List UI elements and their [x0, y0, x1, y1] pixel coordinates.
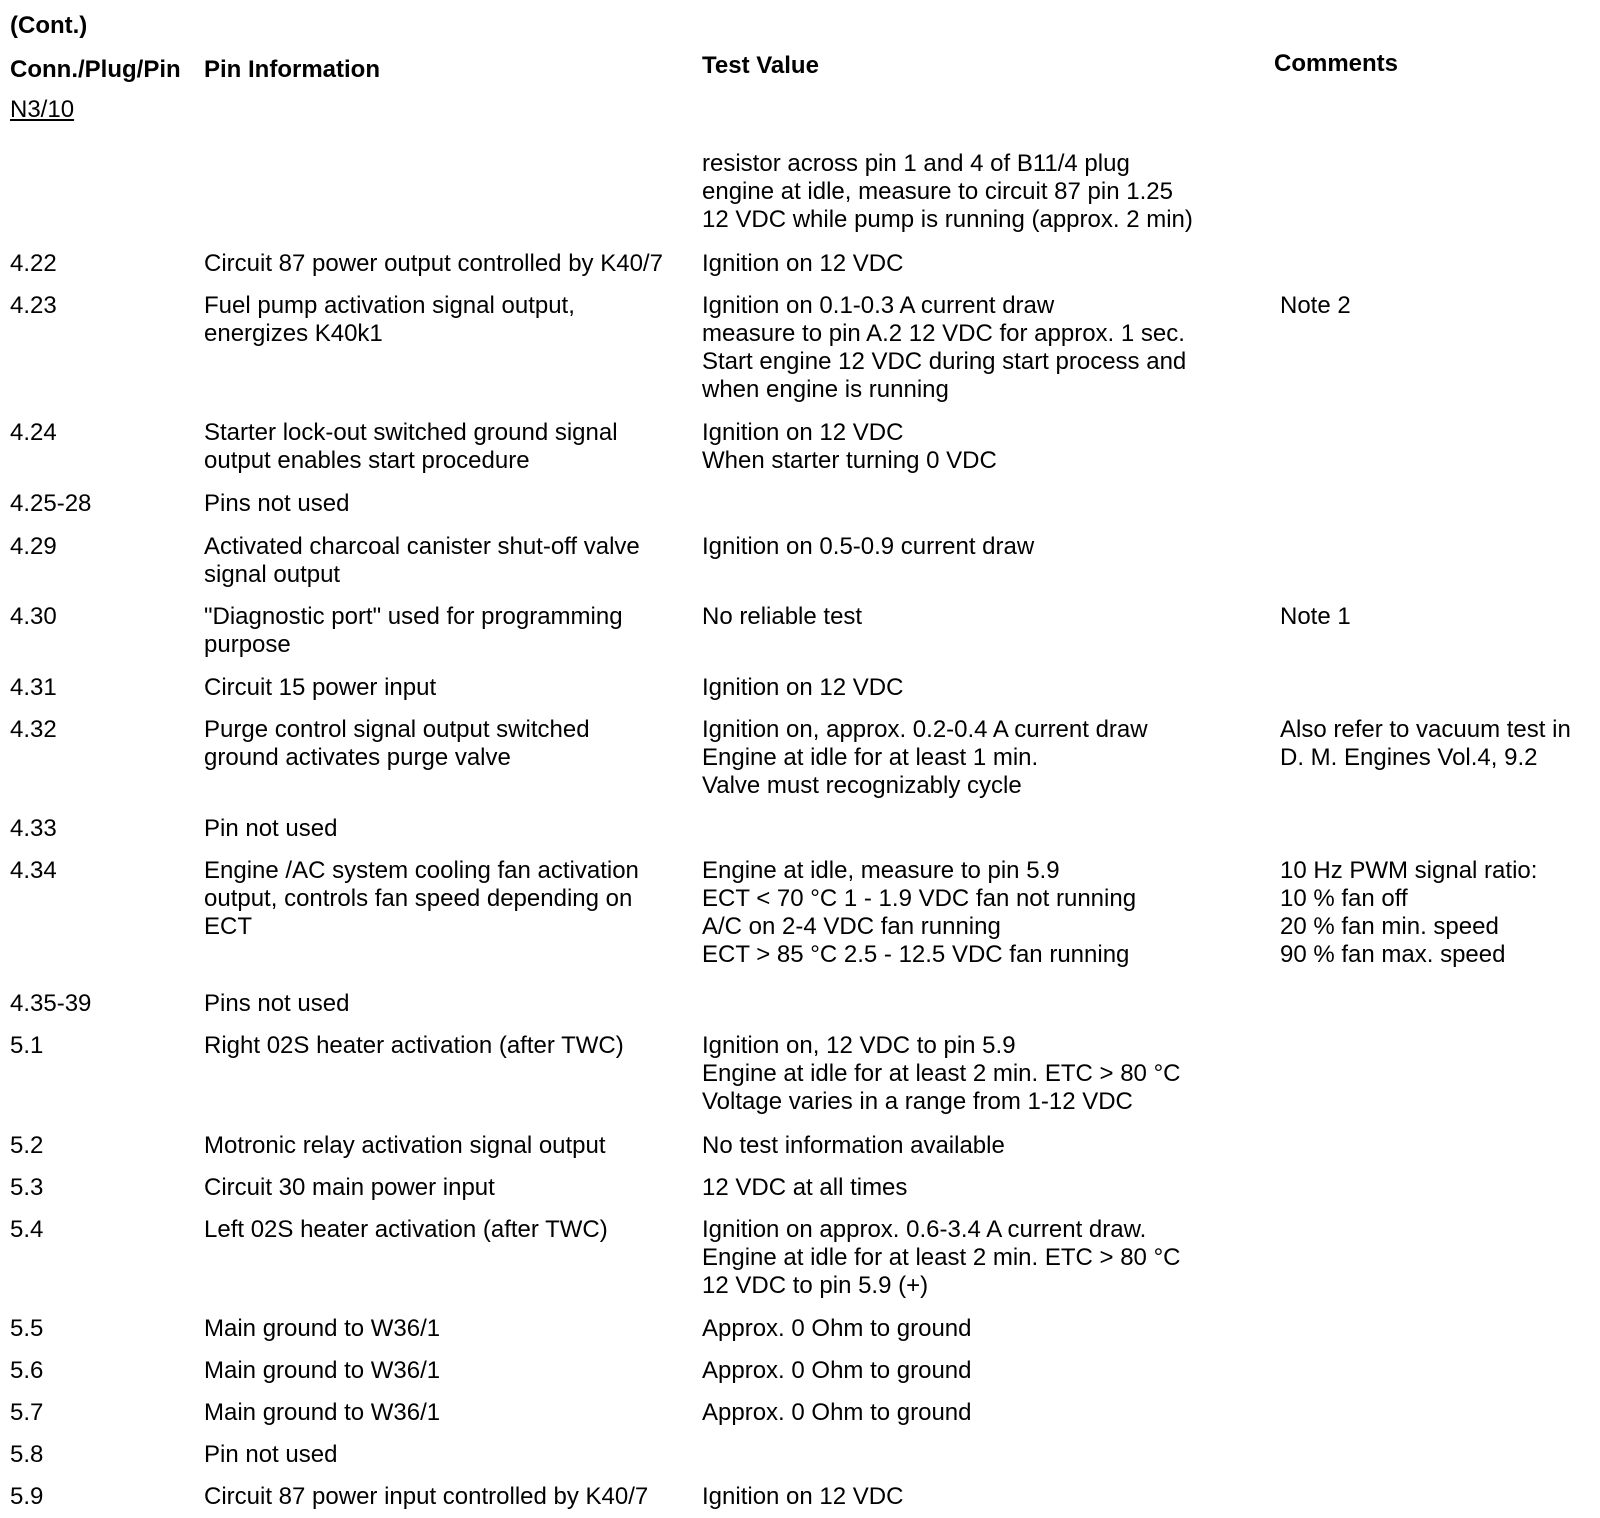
test-value-line: ECT > 85 °C 2.5 - 12.5 VDC fan running: [702, 941, 1130, 968]
test-value-line: Approx. 0 Ohm to ground: [702, 1315, 972, 1342]
test-value: [702, 1132, 1005, 1160]
continued-label: (Cont.): [10, 12, 88, 39]
test-value-line: Approx. 0 Ohm to ground: [702, 1399, 972, 1426]
test-value: [702, 674, 903, 702]
pin-number: 5.8: [10, 1441, 44, 1468]
test-value-line: Engine at idle for at least 1 min.: [702, 744, 1039, 771]
test-value: [702, 1399, 971, 1427]
pin-information: [204, 1216, 608, 1244]
test-value: [702, 533, 1034, 561]
pin-information-line: Circuit 87 power output controlled by K40/7: [204, 250, 663, 277]
pin-information-line: Engine /AC system cooling fan activation: [204, 857, 639, 884]
comments-line: 90 % fan max. speed: [1280, 941, 1506, 968]
pin-information: [204, 250, 663, 278]
pin-information-line: Pins not used: [204, 990, 350, 1017]
test-value: [702, 1315, 971, 1343]
comments: [1280, 603, 1351, 631]
test-value: [702, 150, 1193, 234]
test-value: [702, 716, 1148, 800]
test-value: [702, 1357, 971, 1385]
pin-information-line: energizes K40k1: [204, 320, 383, 347]
pin-number: 5.9: [10, 1483, 44, 1510]
test-value-line: A/C on 2-4 VDC fan running: [702, 913, 1001, 940]
test-value: [702, 250, 903, 278]
test-value-line: 12 VDC at all times: [702, 1174, 908, 1201]
pin-information-line: Fuel pump activation signal output,: [204, 292, 575, 319]
pin-information: [204, 1441, 337, 1469]
pin-number: 4.35-39: [10, 990, 92, 1017]
test-value-line: Ignition on 0.5-0.9 current draw: [702, 533, 1035, 560]
test-value-line: Ignition on 12 VDC: [702, 1483, 904, 1510]
comments: [1280, 716, 1571, 772]
test-value: [702, 603, 862, 631]
pin-number: 4.29: [10, 533, 57, 560]
pin-number: 4.22: [10, 250, 57, 277]
pin-information: [204, 1315, 440, 1343]
pin-information: [204, 857, 639, 941]
pin-information-line: Circuit 87 power input controlled by K40/7: [204, 1483, 649, 1510]
pin-number: 4.30: [10, 603, 57, 630]
pin-information: [204, 1132, 606, 1160]
pin-information: [204, 490, 349, 518]
comments-line: Note 2: [1280, 292, 1351, 319]
pin-number: 5.3: [10, 1174, 44, 1201]
pin-number: 5.7: [10, 1399, 44, 1426]
pin-number: 4.32: [10, 716, 57, 743]
test-value: [702, 419, 997, 475]
test-value-line: Ignition on, approx. 0.2-0.4 A current draw: [702, 716, 1148, 743]
test-value-line: Ignition on approx. 0.6-3.4 A current draw.: [702, 1216, 1147, 1243]
test-value-line: Ignition on 0.1-0.3 A current draw: [702, 292, 1055, 319]
test-value-line: Voltage varies in a range from 1-12 VDC: [702, 1088, 1133, 1115]
test-value-line: Ignition on, 12 VDC to pin 5.9: [702, 1032, 1016, 1059]
pin-number: 4.23: [10, 292, 57, 319]
pin-information-line: ECT: [204, 913, 252, 940]
pin-information-line: "Diagnostic port" used for programming: [204, 603, 623, 630]
test-value-line: Ignition on 12 VDC: [702, 250, 904, 277]
pin-number: 4.34: [10, 857, 57, 884]
pin-information: [204, 292, 575, 348]
pin-information-line: Starter lock-out switched ground signal: [204, 419, 618, 446]
test-value-line: No test information available: [702, 1132, 1005, 1159]
test-value-line: 12 VDC to pin 5.9 (+): [702, 1272, 929, 1299]
pin-information-line: Circuit 15 power input: [204, 674, 437, 701]
test-value-line: when engine is running: [702, 376, 949, 403]
test-value-line: measure to pin A.2 12 VDC for approx. 1 sec.: [702, 320, 1185, 347]
test-value-line: Ignition on 12 VDC: [702, 674, 904, 701]
pin-information: [204, 533, 640, 589]
header-pin-information: Pin Information: [204, 56, 380, 83]
pin-information-line: Main ground to W36/1: [204, 1399, 441, 1426]
pin-information: [204, 1032, 624, 1060]
pin-information-line: Left 02S heater activation (after TWC): [204, 1216, 608, 1243]
test-value: [702, 1032, 1181, 1116]
test-value-line: Start engine 12 VDC during start process and: [702, 348, 1187, 375]
header-pin: Conn./Plug/Pin: [10, 56, 181, 83]
pin-information-line: Pins not used: [204, 490, 350, 517]
pin-information-line: Main ground to W36/1: [204, 1315, 441, 1342]
test-value-line: Engine at idle, measure to pin 5.9: [702, 857, 1060, 884]
pin-information: [204, 603, 623, 659]
comments-line: 20 % fan min. speed: [1280, 913, 1499, 940]
pin-information-line: Right 02S heater activation (after TWC): [204, 1032, 624, 1059]
pin-information: [204, 1399, 440, 1427]
test-value: [702, 1483, 903, 1511]
pin-information: [204, 419, 618, 475]
pin-information-line: output, controls fan speed depending on: [204, 885, 633, 912]
pin-number: 4.24: [10, 419, 57, 446]
comments-line: 10 % fan off: [1280, 885, 1408, 912]
pin-information-line: Pin not used: [204, 815, 338, 842]
pin-number: 5.5: [10, 1315, 44, 1342]
pin-number: 4.25-28: [10, 490, 92, 517]
test-value: [702, 1174, 907, 1202]
test-value: [702, 1216, 1181, 1300]
comments: [1280, 292, 1351, 320]
pin-number: 5.6: [10, 1357, 44, 1384]
pin-number: 4.33: [10, 815, 57, 842]
pin-information-line: Activated charcoal canister shut-off valve: [204, 533, 640, 560]
test-value-line: 12 VDC while pump is running (approx. 2 min): [702, 206, 1193, 233]
test-value-line: Ignition on 12 VDC: [702, 419, 904, 446]
test-value: [702, 292, 1186, 404]
test-value-line: ECT < 70 °C 1 - 1.9 VDC fan not running: [702, 885, 1137, 912]
pin-information: [204, 716, 590, 772]
pin-information-line: Circuit 30 main power input: [204, 1174, 495, 1201]
test-value-line: Engine at idle for at least 2 min. ETC > 80 °C: [702, 1060, 1181, 1087]
pin-number: 5.1: [10, 1032, 44, 1059]
pin-number: 5.4: [10, 1216, 44, 1243]
comments-line: D. M. Engines Vol.4, 9.2: [1280, 744, 1538, 771]
test-value-line: Valve must recognizably cycle: [702, 772, 1022, 799]
pin-information: [204, 990, 349, 1018]
test-value-line: Engine at idle for at least 2 min. ETC > 80 °C: [702, 1244, 1181, 1271]
comments-line: Note 1: [1280, 603, 1351, 630]
header-comments: Comments: [1274, 50, 1399, 77]
comments-line: Also refer to vacuum test in: [1280, 716, 1571, 743]
test-value-line: Approx. 0 Ohm to ground: [702, 1357, 972, 1384]
pin-information: [204, 1174, 495, 1202]
pin-information: [204, 1357, 440, 1385]
connector-section-label: N3/10: [10, 96, 75, 123]
pin-information-line: Pin not used: [204, 1441, 338, 1468]
pin-information-line: output enables start procedure: [204, 447, 530, 474]
pin-number: 5.2: [10, 1132, 44, 1159]
test-value-line: No reliable test: [702, 603, 863, 630]
comments: [1280, 857, 1537, 969]
pin-information-line: purpose: [204, 631, 291, 658]
header-test-value: Test Value: [702, 52, 819, 79]
test-value: [702, 857, 1136, 969]
pin-information-line: ground activates purge valve: [204, 744, 511, 771]
pin-information: [204, 815, 337, 843]
test-value-line: resistor across pin 1 and 4 of B11/4 plug: [702, 150, 1130, 177]
pin-information: [204, 1483, 648, 1511]
pin-number: 4.31: [10, 674, 57, 701]
pin-information-line: Purge control signal output switched: [204, 716, 590, 743]
pin-information-line: Main ground to W36/1: [204, 1357, 441, 1384]
pin-information: [204, 674, 436, 702]
pin-information-line: signal output: [204, 561, 341, 588]
test-value-line: engine at idle, measure to circuit 87 pin 1.25: [702, 178, 1173, 205]
comments-line: 10 Hz PWM signal ratio:: [1280, 857, 1538, 884]
pin-information-line: Motronic relay activation signal output: [204, 1132, 606, 1159]
test-value-line: When starter turning 0 VDC: [702, 447, 997, 474]
